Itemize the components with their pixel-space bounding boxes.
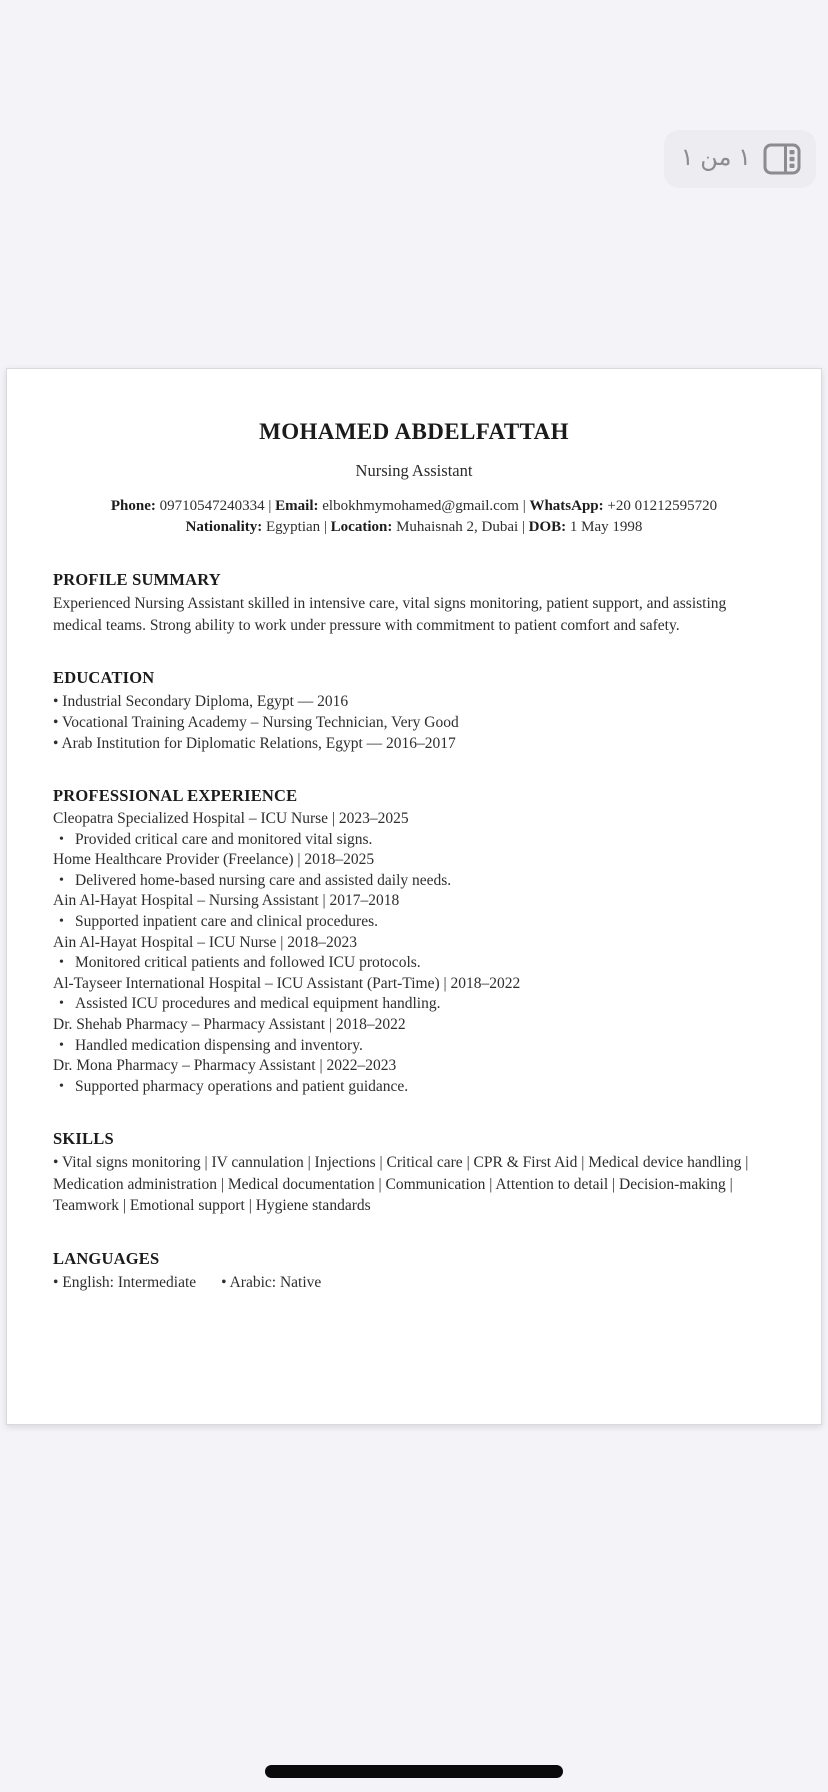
experience-role: Ain Al-Hayat Hospital – Nursing Assistant | 2017–2018: [53, 892, 400, 910]
languages-line: [53, 1272, 775, 1293]
experience-heading: PROFESSIONAL EXPERIENCE: [53, 786, 298, 805]
resume-name: MOHAMED ABDELFATTAH: [259, 419, 569, 444]
experience-bullet: [53, 1036, 775, 1057]
nationality-label: Nationality:: [185, 519, 263, 535]
home-indicator[interactable]: [265, 1765, 563, 1778]
thumbnails-sidebar-icon: [763, 143, 801, 175]
section-experience: [53, 785, 775, 1097]
dob-value: 1 May 1998: [566, 519, 643, 535]
experience-role: Dr. Shehab Pharmacy – Pharmacy Assistant | 2018–2022: [53, 1015, 406, 1033]
skills-text: • Vital signs monitoring | IV cannulation | Injections | Critical care | CPR & First Aid | Medical device handling | Medication administration | Medical documentation | Communication | Attention to detail | Decision-making | Teamwork | Emotional support | Hygiene standards: [53, 1154, 749, 1215]
contact-line-1: [53, 496, 775, 517]
education-heading: EDUCATION: [53, 668, 155, 687]
location-value: Muhaisnah 2, Dubai |: [392, 519, 529, 535]
email-value: elbokhmymohamed@gmail.com |: [318, 498, 530, 514]
location-label: Location:: [330, 519, 393, 535]
experience-bullet-text: • Supported inpatient care and clinical procedures.: [75, 912, 378, 930]
language-item: • English: Intermediate: [53, 1273, 197, 1291]
experience-role: Cleopatra Specialized Hospital – ICU Nurse | 2023–2025: [53, 810, 409, 827]
dob-label: DOB:: [528, 519, 567, 535]
resume-document-page: [6, 368, 822, 1425]
page-indicator-label: ١ من ١: [680, 143, 751, 171]
whatsapp-label: WhatsApp:: [529, 498, 604, 514]
phone-label: Phone:: [110, 498, 156, 514]
section-education: [53, 667, 775, 754]
profile-summary-text: Experienced Nursing Assistant skilled in intensive care, vital signs monitoring, patient support, and assisting medical teams. Strong ability to work under pressure with commitment to patient comfort and safety.: [53, 595, 727, 634]
contact-info: [53, 496, 775, 538]
education-item: • Arab Institution for Diplomatic Relations, Egypt — 2016–2017: [53, 735, 456, 752]
experience-bullet: [53, 953, 775, 974]
page-indicator[interactable]: [664, 130, 816, 188]
section-profile-summary: [53, 569, 775, 636]
experience-bullet-text: • Handled medication dispensing and inventory.: [75, 1036, 363, 1054]
phone-value: 09710547240334 |: [155, 498, 276, 514]
section-languages: [53, 1248, 775, 1293]
experience-bullet: [53, 830, 775, 851]
education-item: • Vocational Training Academy – Nursing Technician, Very Good: [53, 714, 459, 731]
experience-role: Home Healthcare Provider (Freelance) | 2018–2025: [53, 851, 375, 869]
section-skills: [53, 1128, 775, 1217]
contact-line-2: [53, 517, 775, 538]
experience-bullet-text: • Monitored critical patients and followed ICU protocols.: [75, 954, 421, 972]
experience-bullet: [53, 1077, 775, 1098]
skills-heading: SKILLS: [53, 1129, 114, 1149]
nationality-value: Egyptian |: [262, 519, 331, 535]
education-item: • Industrial Secondary Diploma, Egypt — 2016: [53, 693, 349, 710]
experience-role: Al-Tayseer International Hospital – ICU Assistant (Part-Time) | 2018–2022: [53, 974, 521, 992]
experience-bullet-text: • Provided critical care and monitored vital signs.: [75, 830, 373, 848]
whatsapp-value: +20 01212595720: [603, 498, 718, 514]
experience-bullet-text: • Assisted ICU procedures and medical equipment handling.: [75, 995, 441, 1013]
email-label: Email:: [275, 498, 319, 514]
experience-bullet: [53, 994, 775, 1015]
language-item: • Arabic: Native: [221, 1273, 322, 1291]
experience-role: Dr. Mona Pharmacy – Pharmacy Assistant | 2022–2023: [53, 1057, 397, 1075]
experience-bullet-text: • Delivered home-based nursing care and assisted daily needs.: [75, 871, 452, 889]
experience-bullet-text: • Supported pharmacy operations and patient guidance.: [75, 1077, 409, 1095]
resume-job-title: Nursing Assistant: [355, 461, 473, 480]
experience-bullet: [53, 912, 775, 933]
experience-bullet: [53, 871, 775, 892]
profile-summary-heading: PROFILE SUMMARY: [53, 570, 221, 589]
languages-heading: LANGUAGES: [53, 1248, 160, 1268]
experience-role: Ain Al-Hayat Hospital – ICU Nurse | 2018–2023: [53, 933, 358, 951]
